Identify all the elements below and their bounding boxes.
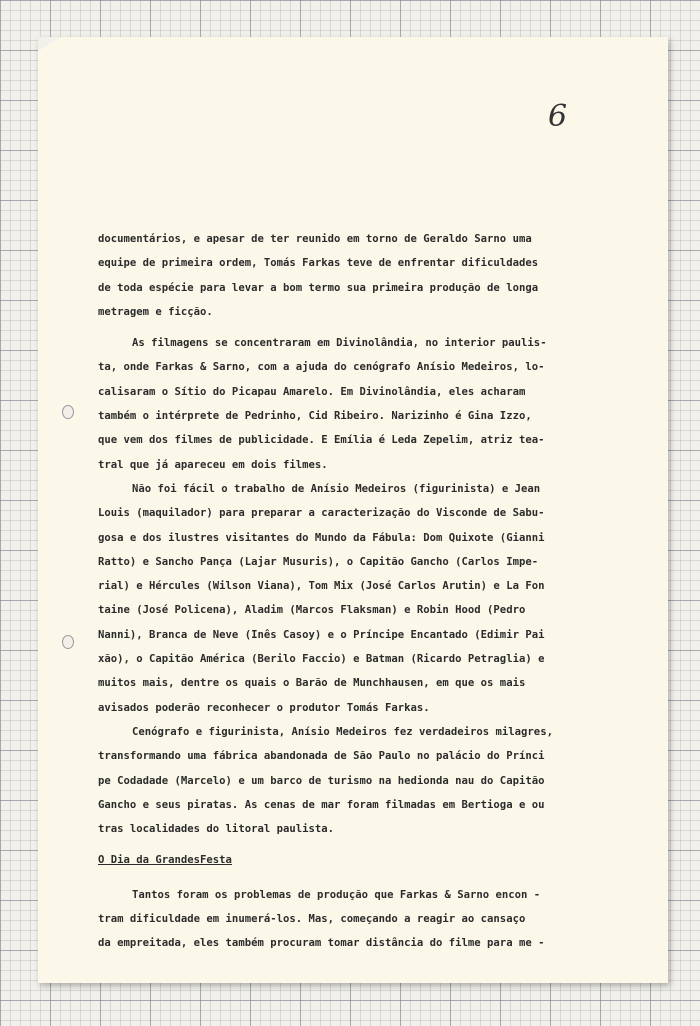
text-line: As filmagens se concentraram em Divinolândia, no interior paulis- xyxy=(132,337,547,350)
text-line: rial) e Hércules (Wilson Viana), Tom Mix (José Carlos Arutin) e La Fon xyxy=(98,580,545,593)
text-line: da empreitada, eles também procuram tomar distância do filme para me - xyxy=(98,937,545,950)
text-line: pe Codadade (Marcelo) e um barco de turismo na hedionda nau do Capitão xyxy=(98,774,545,787)
text-line: calisaram o Sítio do Picapau Amarelo. Em Divinolândia, eles acharam xyxy=(98,385,526,398)
text-line: Ratto) e Sancho Pança (Lajar Musuris), o Capitão Gancho (Carlos Impe- xyxy=(98,555,539,568)
typewritten-page xyxy=(38,37,668,983)
text-line: documentários, e apesar de ter reunido em torno de Geraldo Sarno uma xyxy=(98,233,532,245)
text-line: gosa e dos ilustres visitantes do Mundo da Fábula: Dom Quixote (Gianni xyxy=(98,531,545,544)
text-line: taine (José Policena), Aladim (Marcos Flaksman) e Robin Hood (Pedro xyxy=(98,604,526,617)
punch-hole-top xyxy=(62,405,74,419)
text-line: transformando uma fábrica abandonada de São Paulo no palácio do Prínci xyxy=(98,750,545,763)
text-line: Nanni), Branca de Neve (Inês Casoy) e o Príncipe Encantado (Edimir Pai xyxy=(98,628,545,641)
text-line: tram dificuldade em inumerá-los. Mas, começando a reagir ao cansaço xyxy=(98,913,526,926)
text-line: tral que já apareceu em dois filmes. xyxy=(98,458,328,471)
text-line: muitos mais, dentre os quais o Barão de Munchhausen, em que os mais xyxy=(98,677,526,690)
text-line: Gancho e seus piratas. As cenas de mar foram filmadas em Bertioga e ou xyxy=(98,798,545,811)
section-heading: O Dia da GrandesFesta xyxy=(98,854,232,867)
text-line: Tantos foram os problemas de produção que Farkas & Sarno encon - xyxy=(132,888,541,901)
text-line: xão), o Capitão América (Berilo Faccio) e Batman (Ricardo Petraglia) e xyxy=(98,653,545,666)
body-text xyxy=(98,227,613,956)
text-line: Louis (maquilador) para preparar a caracterização do Visconde de Sabu- xyxy=(98,507,545,520)
folded-corner xyxy=(38,37,60,51)
text-line: também o intérprete de Pedrinho, Cid Ribeiro. Narizinho é Gina Izzo, xyxy=(98,410,532,423)
page-number: 6 xyxy=(548,99,568,134)
text-line: avisados poderão reconhecer o produtor Tomás Farkas. xyxy=(98,701,430,714)
text-line: Não foi fácil o trabalho de Anísio Medeiros (figurinista) e Jean xyxy=(132,482,541,495)
text-line: equipe de primeira ordem, Tomás Farkas teve de enfrentar dificuldades xyxy=(98,257,539,270)
text-line: Cenógrafo e figurinista, Anísio Medeiros fez verdadeiros milagres, xyxy=(132,725,553,738)
text-line: de toda espécie para levar a bom termo sua primeira produção de longa xyxy=(98,281,539,294)
text-line: que vem dos filmes de publicidade. E Emília é Leda Zepelim, atriz tea- xyxy=(98,434,545,447)
text-line: tras localidades do litoral paulista. xyxy=(98,823,334,836)
text-line: metragem e ficção. xyxy=(98,305,213,318)
text-line: ta, onde Farkas & Sarno, com a ajuda do cenógrafo Anísio Medeiros, lo- xyxy=(98,361,545,374)
punch-hole-bottom xyxy=(62,635,74,649)
